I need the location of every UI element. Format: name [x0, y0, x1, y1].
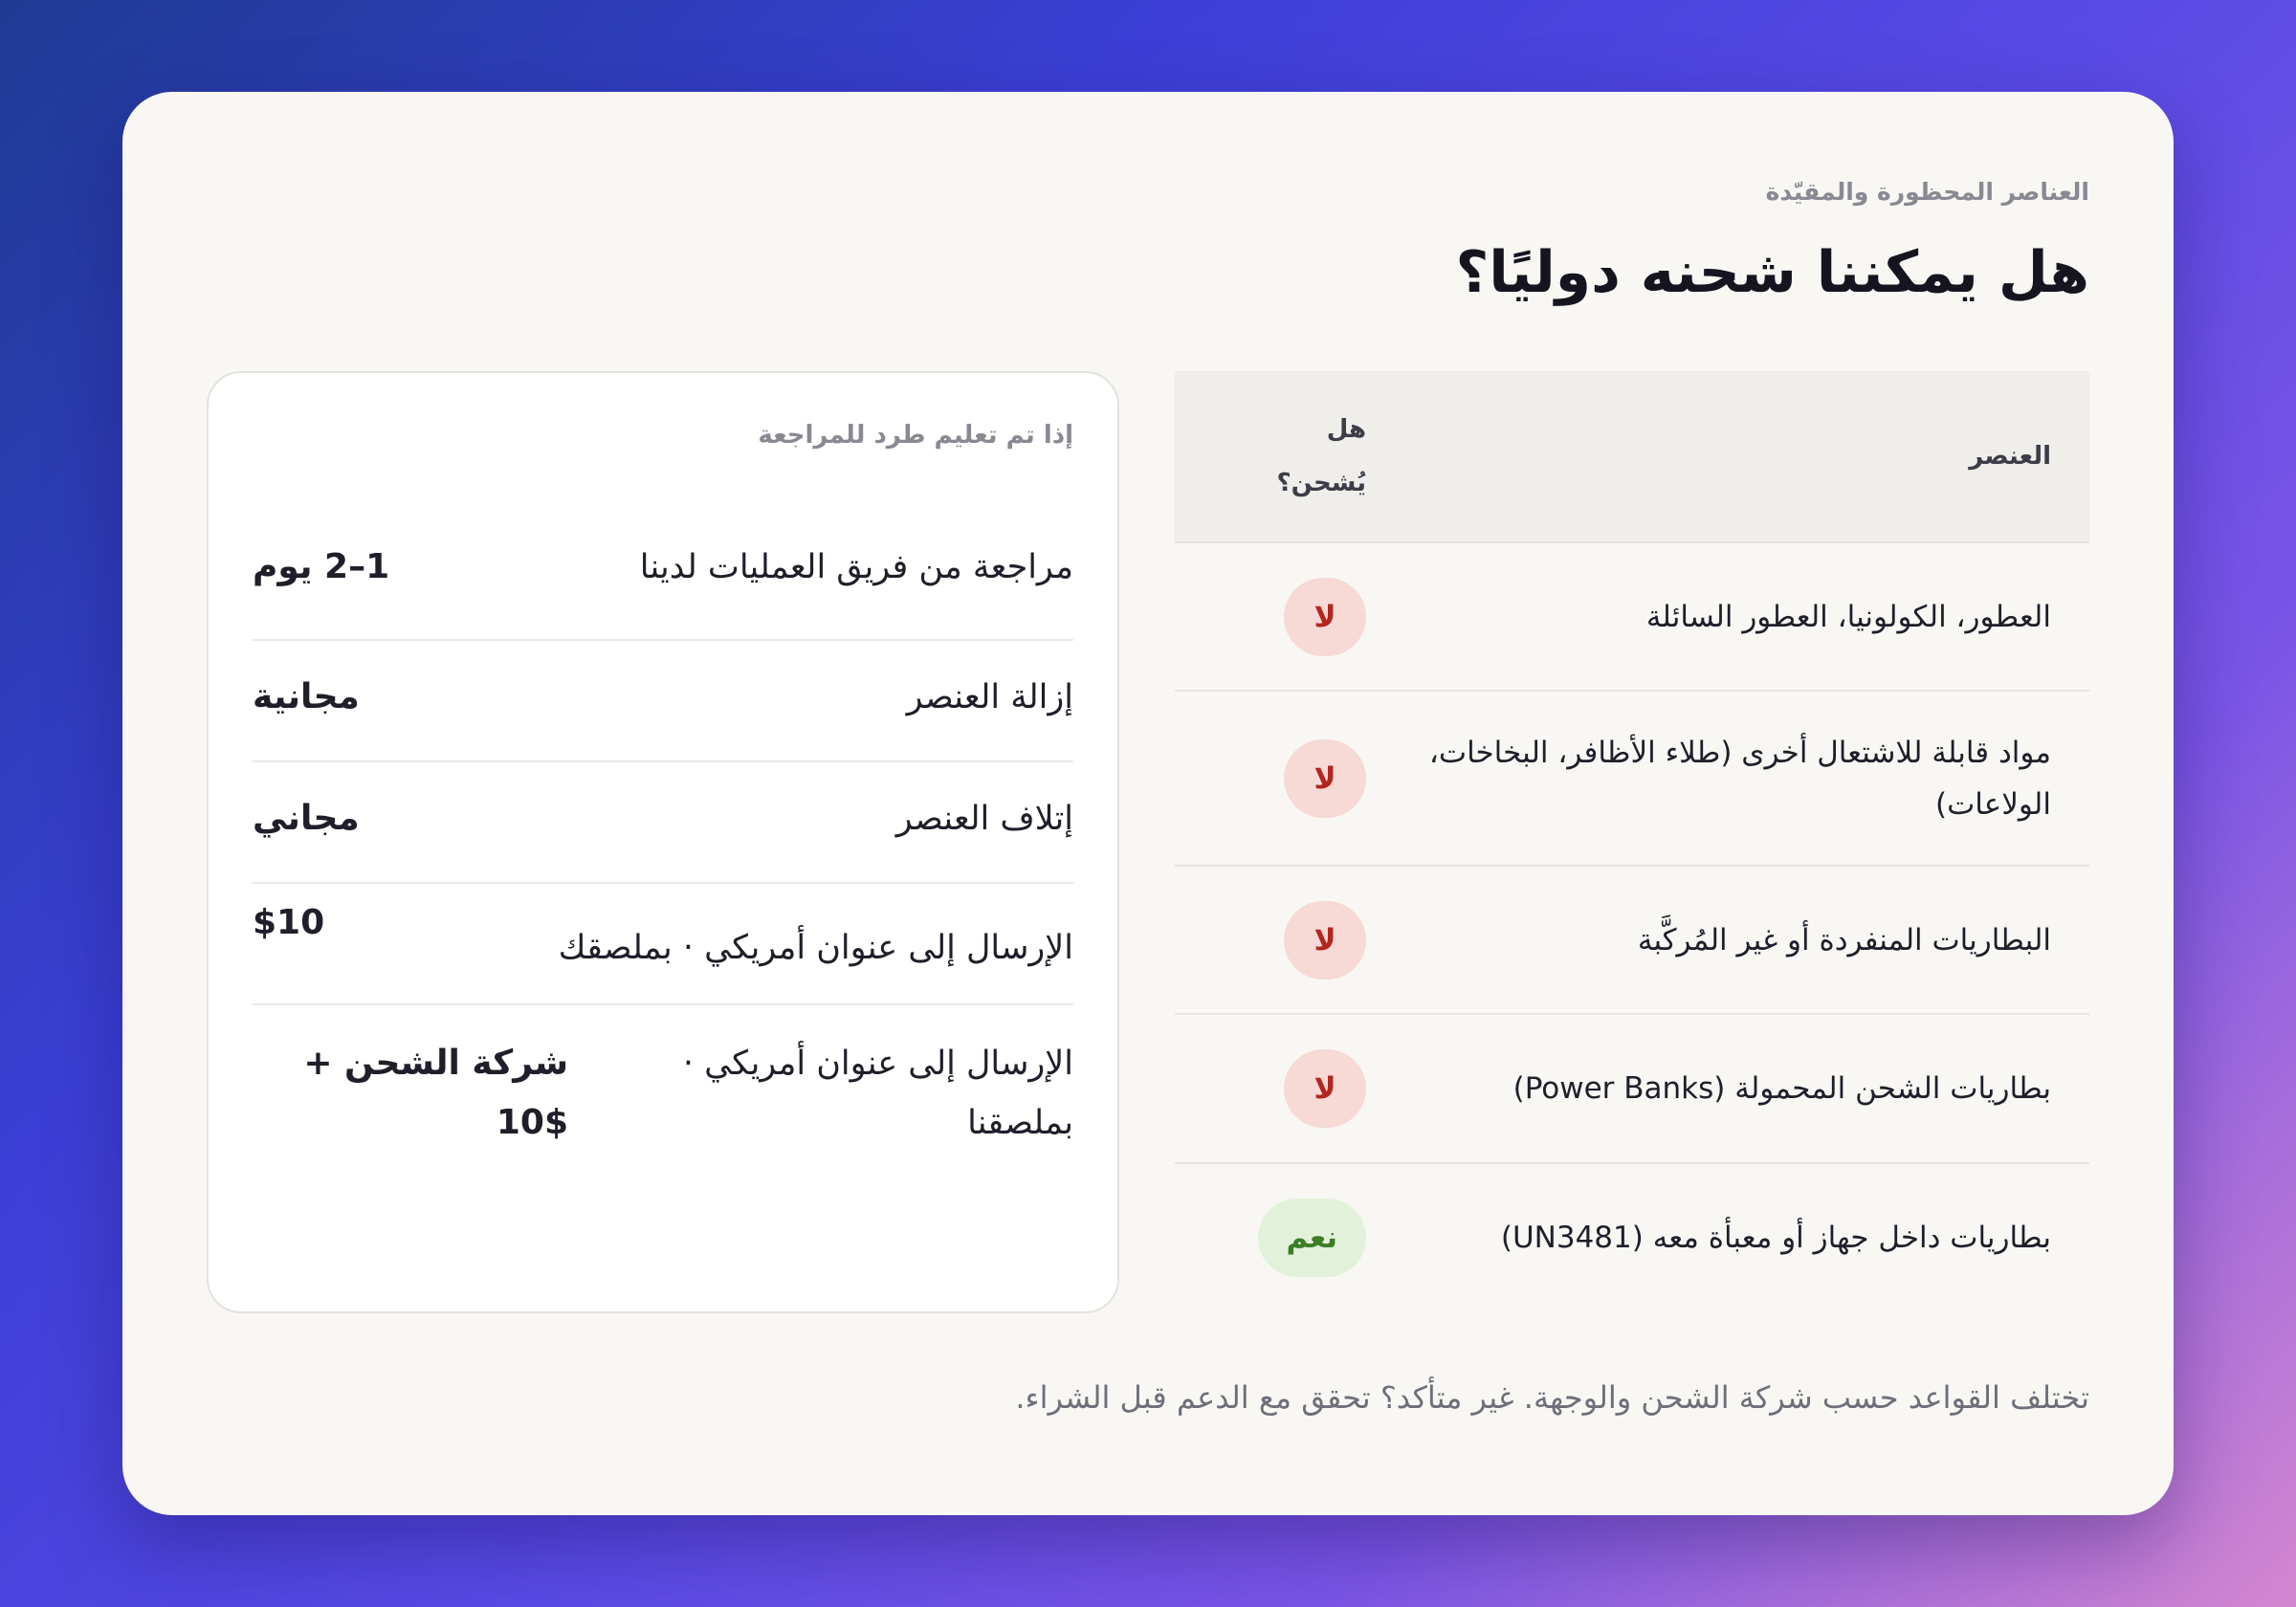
table-row: [1175, 692, 2089, 867]
column-header-ships-line2: يُشحن؟: [1276, 469, 1366, 497]
fee-value: [253, 1034, 568, 1153]
fee-row: [253, 1005, 1073, 1187]
table-row: [1175, 1015, 2089, 1164]
fee-label: إزالة العنصر: [906, 678, 1073, 716]
item-name: العطور، الكولونيا، العطور السائلة: [1645, 599, 2051, 634]
fee-row: [253, 641, 1073, 762]
fee-value-line1: شركة الشحن +: [303, 1044, 568, 1083]
item-name: البطاريات المنفردة أو غير المُركَّبة: [1637, 922, 2051, 958]
panel-label: إذا تم تعليم طرد للمراجعة: [758, 421, 1073, 450]
footer-note: تختلف القواعد حسب شركة الشحن والوجهة. غير متأكد؟ تحقق مع الدعم قبل الشراء.: [1015, 1379, 2089, 1416]
main-card: [122, 92, 2174, 1515]
status-badge-no: لا: [1284, 739, 1366, 818]
fee-row: [253, 762, 1073, 884]
fee-label-line2: بملصقنا: [967, 1104, 1073, 1142]
ships-cell: [1175, 1049, 1366, 1128]
fee-row: [253, 518, 1073, 641]
restricted-items-table: [1175, 371, 2089, 1311]
section-eyebrow: العناصر المحظورة والمقيّدة: [1765, 178, 2089, 206]
fee-value: مجاني: [253, 799, 360, 838]
ships-cell: [1175, 901, 1366, 980]
table-row: [1175, 1164, 2089, 1311]
review-fees-panel: [207, 371, 1119, 1313]
column-header-item: العنصر: [1969, 442, 2051, 471]
fee-row: [253, 884, 1073, 1005]
fee-value: 1–2 يوم: [253, 547, 390, 586]
fee-value: مجانية: [253, 677, 360, 716]
ships-cell: [1175, 1199, 1366, 1277]
status-badge-no: لا: [1284, 578, 1366, 656]
column-header-ships: [1175, 403, 1366, 510]
table-row: [1175, 543, 2089, 692]
status-badge-no: لا: [1284, 1049, 1366, 1128]
item-name: بطاريات الشحن المحمولة (Power Banks): [1512, 1071, 2051, 1106]
page-title: هل يمكننا شحنه دوليًا؟: [1455, 239, 2089, 306]
fee-label: إتلاف العنصر: [895, 800, 1073, 838]
status-badge-yes: نعم: [1258, 1199, 1366, 1277]
ships-cell: [1175, 578, 1366, 656]
ships-cell: [1175, 739, 1366, 818]
fee-value: $10: [253, 903, 325, 942]
fee-label: [683, 1034, 1073, 1153]
column-header-ships-line1: هل: [1326, 415, 1366, 444]
status-badge-no: لا: [1284, 901, 1366, 980]
fee-label: مراجعة من فريق العمليات لدينا: [639, 548, 1073, 586]
item-name: بطاريات داخل جهاز أو معبأة معه (UN3481): [1500, 1221, 2051, 1255]
table-header: [1175, 371, 2089, 543]
fee-label-line1: الإرسال إلى عنوان أمريكي ·: [682, 1045, 1073, 1083]
fee-label: الإرسال إلى عنوان أمريكي · بملصقك: [558, 929, 1073, 967]
table-row: [1175, 867, 2089, 1015]
fee-value-line2: 10$: [496, 1103, 568, 1142]
item-name: مواد قابلة للاشتعال أخرى (طلاء الأظافر، البخاخات، الولاعات): [1428, 735, 2051, 822]
